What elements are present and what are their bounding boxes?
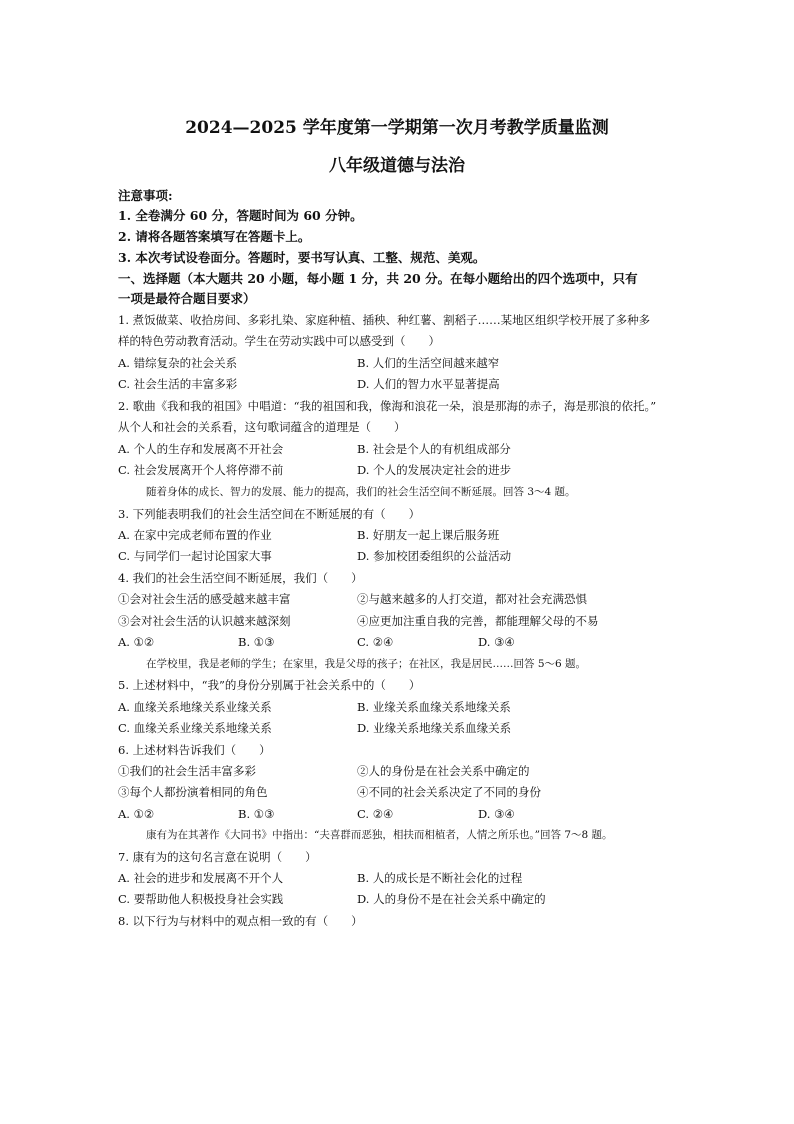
q4-stem: 4. 我们的社会生活空间不断延展，我们（ ） <box>118 571 363 585</box>
q6-option-c: C. ②④ <box>357 807 394 821</box>
material-q7-q8: 康有为在其著作《大同书》中指出：“夫喜群而恶独，相扶而相植者，人情之所乐也。”回答 7～8 题。 <box>146 829 613 841</box>
q2-option-a: A. 个人的生存和发展离不开社会 <box>118 442 284 456</box>
q4-statement-4: ④应更加注重自我的完善，都能理解父母的不易 <box>357 614 599 628</box>
q3-option-d: D. 参加校团委组织的公益活动 <box>357 549 512 563</box>
q4-option-b: B. ①③ <box>238 635 275 649</box>
q6-statement-3: ③每个人都扮演着相同的角色 <box>118 785 268 799</box>
q2-stem-line2: 从个人和社会的关系看，这句歌词蕴含的道理是（ ） <box>118 420 406 434</box>
q4-option-d: D. ③④ <box>478 635 515 649</box>
q5-option-b: B. 业缘关系血缘关系地缘关系 <box>357 700 511 714</box>
q6-option-a: A. ①② <box>118 807 155 821</box>
q7-option-c: C. 要帮助他人积极投身社会实践 <box>118 892 284 906</box>
q5-stem: 5. 上述材料中，“我”的身份分别属于社会关系中的（ ） <box>118 678 421 692</box>
q6-statement-4: ④不同的社会关系决定了不同的身份 <box>357 785 541 799</box>
material-q5-q6: 在学校里，我是老师的学生；在家里，我是父母的孩子；在社区，我是居民……回答 5～6 题。 <box>146 658 587 670</box>
q3-option-b: B. 好朋友一起上课后服务班 <box>357 528 500 542</box>
q4-option-c: C. ②④ <box>357 635 394 649</box>
notice-item-1: 1. 全卷满分 60 分，答题时间为 60 分钟。 <box>118 208 363 223</box>
q7-option-d: D. 人的身份不是在社会关系中确定的 <box>357 892 546 906</box>
q5-option-a: A. 血缘关系地缘关系业缘关系 <box>118 700 272 714</box>
notice-item-2: 2. 请将各题答案填写在答题卡上。 <box>118 229 311 244</box>
q4-option-a: A. ①② <box>118 635 155 649</box>
q1-option-b: B. 人们的生活空间越来越窄 <box>357 356 500 370</box>
material-q3-q4: 随着身体的成长、智力的发展、能力的提高，我们的社会生活空间不断延展。回答 3～4 题。 <box>146 486 576 498</box>
exam-title: 2024—2025 学年度第一学期第一次月考教学质量监测 <box>185 118 609 138</box>
q4-statement-3: ③会对社会生活的认识越来越深刻 <box>118 614 291 628</box>
q3-option-c: C. 与同学们一起讨论国家大事 <box>118 549 272 563</box>
exam-subject: 八年级道德与法治 <box>329 156 465 176</box>
q7-stem: 7. 康有为的这句名言意在说明（ ） <box>118 850 317 864</box>
q1-option-a: A. 错综复杂的社会关系 <box>118 356 238 370</box>
q7-option-a: A. 社会的进步和发展离不开个人 <box>118 871 284 885</box>
q8-stem: 8. 以下行为与材料中的观点相一致的有（ ） <box>118 914 363 928</box>
q2-stem-line1: 2. 歌曲《我和我的祖国》中唱道：“我的祖国和我，像海和浪花一朵，浪是那海的赤子，海是那浪的依托。” <box>118 399 657 413</box>
q1-option-d: D. 人们的智力水平显著提高 <box>357 377 500 391</box>
q1-stem-line1: 1. 煮饭做菜、收拾房间、多彩扎染、家庭种植、插秧、种红薯、割稻子……某地区组织学校开展了多种多 <box>118 313 651 327</box>
q2-option-c: C. 社会发展离开个人将停滞不前 <box>118 463 284 477</box>
q7-option-b: B. 人的成长是不断社会化的过程 <box>357 871 523 885</box>
q2-option-b: B. 社会是个人的有机组成部分 <box>357 442 511 456</box>
q4-statement-2: ②与越来越多的人打交道，都对社会充满恐惧 <box>357 592 587 606</box>
section-heading-line1: 一、选择题（本大题共 20 小题，每小题 1 分，共 20 分。在每小题给出的四个选项中，只有 <box>118 271 638 286</box>
q1-option-c: C. 社会生活的丰富多彩 <box>118 377 238 391</box>
q2-option-d: D. 个人的发展决定社会的进步 <box>357 463 512 477</box>
q1-stem-line2: 样的特色劳动教育活动。学生在劳动实践中可以感受到（ ） <box>118 334 440 348</box>
q5-option-d: D. 业缘关系地缘关系血缘关系 <box>357 721 512 735</box>
notice-heading: 注意事项: <box>118 188 173 203</box>
notice-item-3: 3. 本次考试设卷面分。答题时，要书写认真、工整、规范、美观。 <box>118 250 486 265</box>
q6-statement-1: ①我们的社会生活丰富多彩 <box>118 764 256 778</box>
q6-option-b: B. ①③ <box>238 807 275 821</box>
q6-statement-2: ②人的身份是在社会关系中确定的 <box>357 764 530 778</box>
q4-statement-1: ①会对社会生活的感受越来越丰富 <box>118 592 291 606</box>
q3-option-a: A. 在家中完成老师布置的作业 <box>118 528 272 542</box>
section-heading-line2: 一项是最符合题目要求） <box>118 291 256 306</box>
q6-option-d: D. ③④ <box>478 807 515 821</box>
q6-stem: 6. 上述材料告诉我们（ ） <box>118 743 271 757</box>
q3-stem: 3. 下列能表明我们的社会生活空间在不断延展的有（ ） <box>118 507 421 521</box>
q5-option-c: C. 血缘关系业缘关系地缘关系 <box>118 721 272 735</box>
